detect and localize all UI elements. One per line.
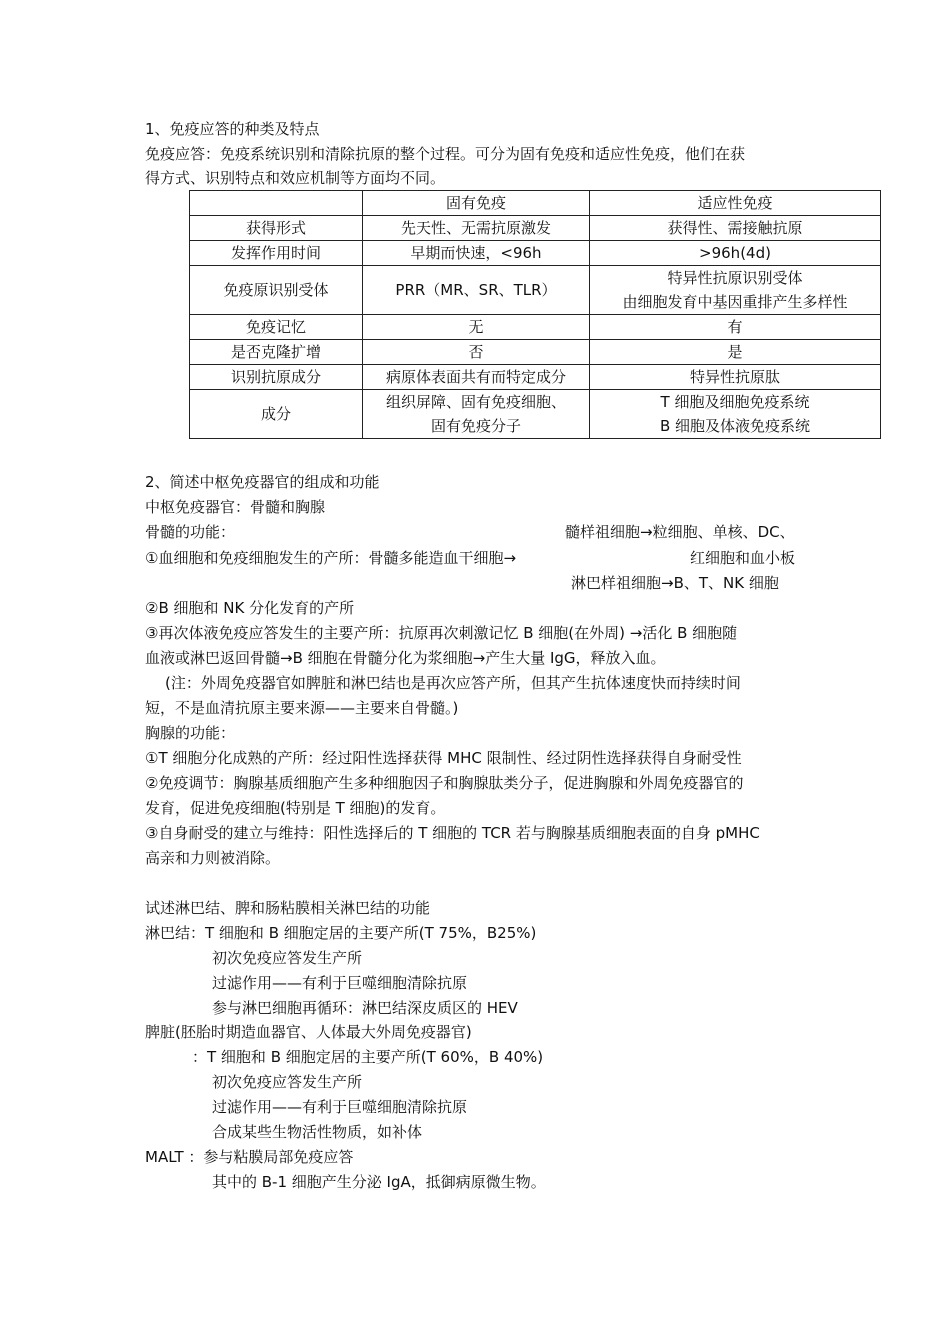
spleen-title: 脾脏(胚胎时期造血器官、人体最大外周免疫器官) <box>145 1023 472 1041</box>
table-cell <box>590 390 881 439</box>
table-header-cell: 适应性免疫 <box>590 191 881 216</box>
lymphoid-branch: 淋巴样祖细胞→B、T、NK 细胞 <box>571 574 779 592</box>
table-cell: PRR（MR、SR、TLR） <box>363 266 590 315</box>
table-cell-line: 组织屏障、固有免疫细胞、 <box>385 393 566 411</box>
thymus-item3-line1: ③自身耐受的建立与维持：阳性选择后的 T 细胞的 TCR 若与胸腺基质细胞表面的自身 pMHC <box>145 824 760 842</box>
table-cell-line: B 细胞及体液免疫系统 <box>659 417 811 435</box>
table-row <box>190 340 881 365</box>
spleen-line4: 合成某些生物活性物质，如补体 <box>212 1123 423 1141</box>
thymus-item3-line2: 高亲和力则被消除。 <box>145 849 281 867</box>
bone-marrow-item3-line2: 血液或淋巴返回骨髓→B 细胞在骨髓分化为浆细胞→产生大量 IgG，释放入血。 <box>145 649 666 667</box>
table-cell: 早期而快速，<96h <box>363 241 590 266</box>
lymph-node-line3: 过滤作用——有利于巨噬细胞清除抗原 <box>212 974 468 992</box>
bone-marrow-item1: ①血细胞和免疫细胞发生的产所：骨髓多能造血干细胞→ <box>145 549 517 567</box>
section1-heading: 1、免疫应答的种类及特点 <box>145 120 320 138</box>
table-cell: 是否克隆扩增 <box>190 340 363 365</box>
table-row <box>190 241 881 266</box>
table-header-row <box>190 191 881 216</box>
table-cell <box>590 266 881 315</box>
section2-heading: 2、简述中枢免疫器官的组成和功能 <box>145 473 380 491</box>
table-row <box>190 216 881 241</box>
lymph-node-line1: 淋巴结：T 细胞和 B 细胞定居的主要产所(T 75%，B25%) <box>145 924 537 942</box>
thymus-item2-line2: 发育，促进免疫细胞(特别是 T 细胞)的发育。 <box>145 799 446 817</box>
table-row <box>190 315 881 340</box>
table-header-cell <box>190 191 363 216</box>
table-cell: 否 <box>363 340 590 365</box>
table-cell: 免疫记忆 <box>190 315 363 340</box>
thymus-item1: ①T 细胞分化成熟的产所：经过阳性选择获得 MHC 限制性、经过阴性选择获得自身耐受性 <box>145 749 742 767</box>
table-cell: 无 <box>363 315 590 340</box>
table-cell: 识别抗原成分 <box>190 365 363 390</box>
table-cell-line: 由细胞发育中基因重排产生多样性 <box>622 293 848 311</box>
lymph-node-line4: 参与淋巴细胞再循环：淋巴结深皮质区的 HEV <box>212 999 518 1017</box>
bone-marrow-item2: ②B 细胞和 NK 分化发育的产所 <box>145 599 355 617</box>
erythroid-branch: 红细胞和血小板 <box>690 549 796 567</box>
table-cell: 病原体表面共有而特定成分 <box>363 365 590 390</box>
table-header-cell: 固有免疫 <box>363 191 590 216</box>
spleen-line1: ：T 细胞和 B 细胞定居的主要产所(T 60%，B 40%) <box>192 1048 544 1066</box>
table-cell-line: T 细胞及细胞免疫系统 <box>660 393 810 411</box>
table-row <box>190 390 881 439</box>
malt-line1: MALT ：参与粘膜局部免疫应答 <box>145 1148 354 1166</box>
note-line1: (注：外周免疫器官如脾脏和淋巴结也是再次应答产所，但其产生抗体速度快而持续时间 <box>165 674 741 692</box>
immunity-comparison-table <box>189 190 881 439</box>
table-cell: 先天性、无需抗原激发 <box>363 216 590 241</box>
table-cell: 获得形式 <box>190 216 363 241</box>
spleen-line3: 过滤作用——有利于巨噬细胞清除抗原 <box>212 1098 468 1116</box>
thymus-item2-line1: ②免疫调节：胸腺基质细胞产生多种细胞因子和胸腺肽类分子，促进胸腺和外周免疫器官的 <box>145 774 744 792</box>
table-cell-line: 固有免疫分子 <box>430 417 521 435</box>
myeloid-branch: 髓样祖细胞→粒细胞、单核、DC、 <box>565 523 795 541</box>
section3-heading: 试述淋巴结、脾和肠粘膜相关淋巴结的功能 <box>145 899 431 917</box>
section1-intro-line2: 得方式、识别特点和效应机制等方面均不同。 <box>145 169 446 187</box>
malt-line2: 其中的 B-1 细胞产生分泌 IgA，抵御病原微生物。 <box>212 1173 546 1191</box>
table-row <box>190 365 881 390</box>
table-cell: 是 <box>590 340 881 365</box>
thymus-title: 胸腺的功能： <box>145 724 236 742</box>
bone-marrow-title: 骨髓的功能： <box>145 523 236 541</box>
section1-intro-line1: 免疫应答：免疫系统识别和清除抗原的整个过程。可分为固有免疫和适应性免疫，他们在获 <box>145 145 746 163</box>
table-cell: 获得性、需接触抗原 <box>590 216 881 241</box>
bone-marrow-item3-line1: ③再次体液免疫应答发生的主要产所：抗原再次刺激记忆 B 细胞(在外周) →活化 B 细胞随 <box>145 624 738 642</box>
table-cell-line: 特异性抗原识别受体 <box>667 269 803 287</box>
table-cell: 免疫原识别受体 <box>190 266 363 315</box>
note-line2: 短，不是血清抗原主要来源——主要来自骨髓。) <box>145 699 459 717</box>
central-organs-line: 中枢免疫器官：骨髓和胸腺 <box>145 498 326 516</box>
table-cell: 成分 <box>190 390 363 439</box>
spleen-line2: 初次免疫应答发生产所 <box>212 1073 363 1091</box>
lymph-node-line2: 初次免疫应答发生产所 <box>212 949 363 967</box>
table-cell: >96h(4d) <box>590 241 881 266</box>
table-cell: 有 <box>590 315 881 340</box>
table-row <box>190 266 881 315</box>
table-cell <box>363 390 590 439</box>
table-cell: 发挥作用时间 <box>190 241 363 266</box>
table-cell: 特异性抗原肽 <box>590 365 881 390</box>
